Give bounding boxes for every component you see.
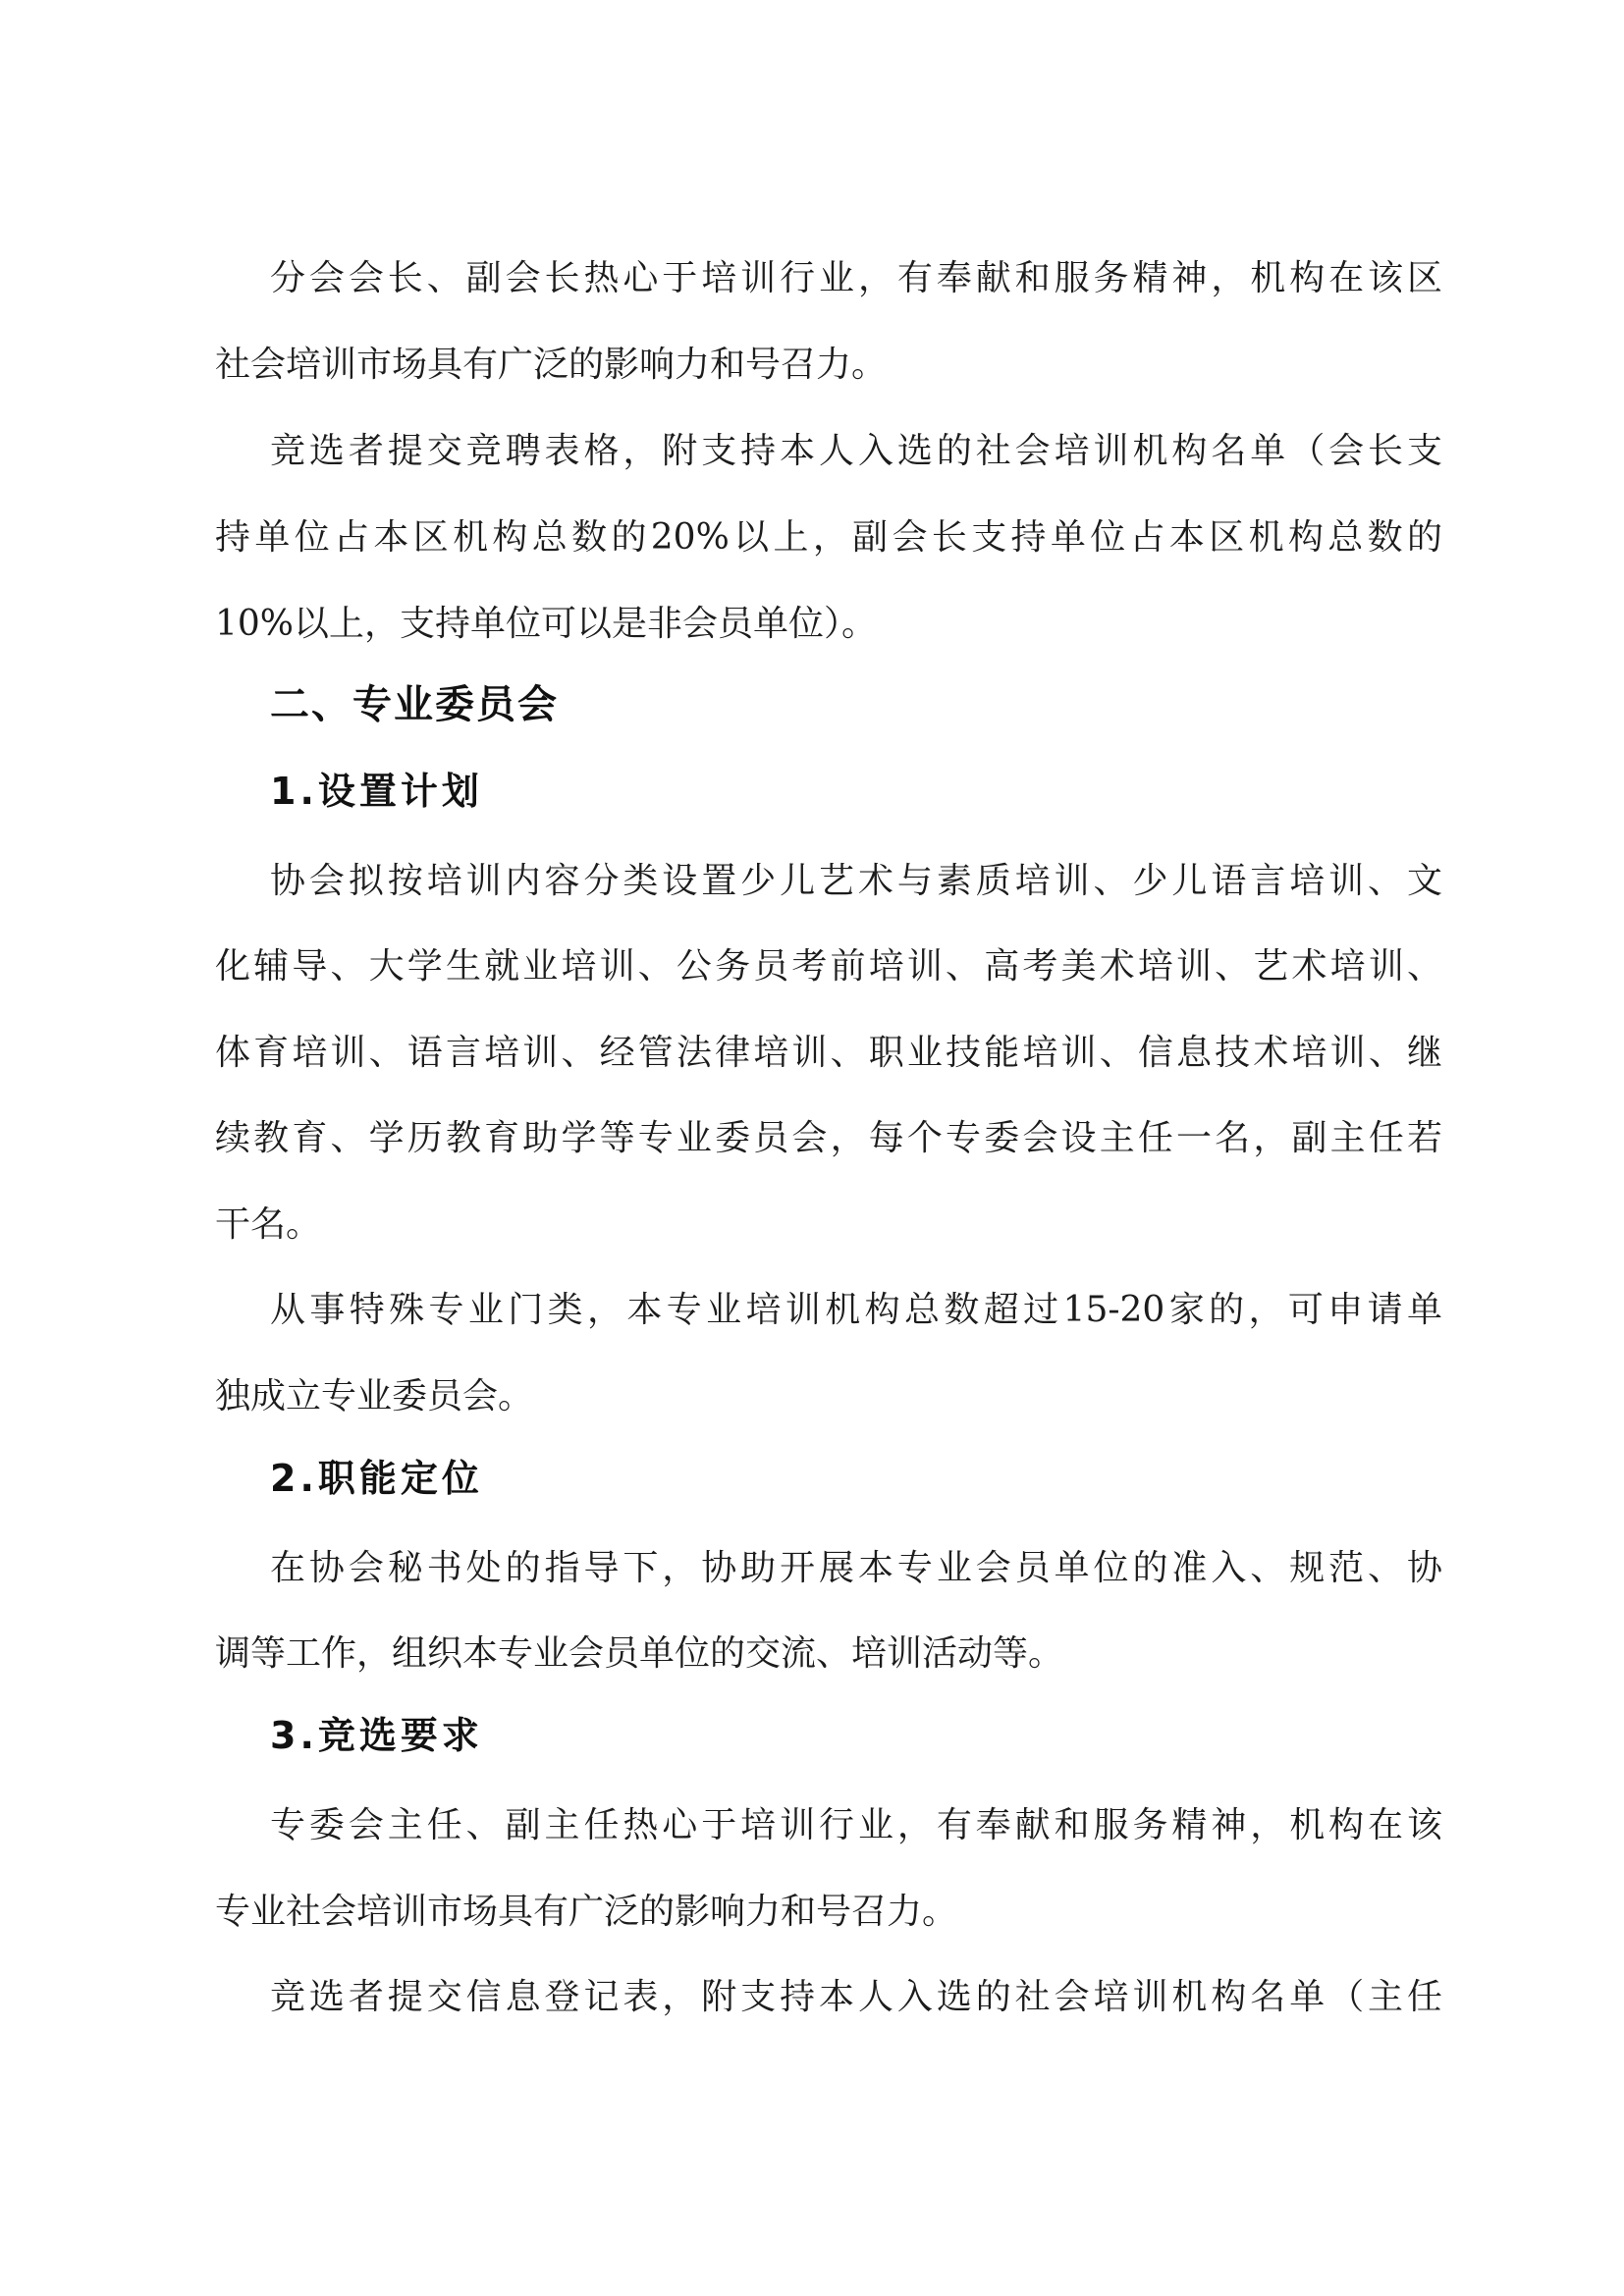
- paragraph-line: 专业社会培训市场具有广泛的影响力和号召力。: [215, 1892, 958, 1932]
- paragraph-line: 协会拟按培训内容分类设置少儿艺术与素质培训、少儿语言培训、文: [270, 861, 1442, 901]
- paragraph-line: 独成立专业委员会。: [215, 1376, 534, 1416]
- paragraph-line: 竞选者提交信息登记表，附支持本人入选的社会培训机构名单（主任: [270, 1977, 1442, 2017]
- paragraph-line: 体育培训、语言培训、经管法律培训、职业技能培训、信息技术培训、继: [215, 1033, 1442, 1073]
- paragraph-line: 调等工作，组织本专业会员单位的交流、培训活动等。: [215, 1633, 1064, 1674]
- paragraph-line: 续教育、学历教育助学等专业委员会，每个专委会设主任一名，副主任若: [215, 1118, 1442, 1158]
- paragraph-line: 化辅导、大学生就业培训、公务员考前培训、高考美术培训、艺术培训、: [215, 946, 1442, 987]
- subsection-heading: 1.设置计划: [270, 770, 483, 813]
- paragraph-line: 专委会主任、副主任热心于培训行业，有奉献和服务精神，机构在该: [270, 1805, 1442, 1845]
- paragraph-line: 干名。: [215, 1204, 322, 1245]
- subsection-heading: 2.职能定位: [270, 1457, 483, 1500]
- paragraph-line: 社会培训市场具有广泛的影响力和号召力。: [215, 345, 888, 385]
- section-heading: 二、专业委员会: [270, 682, 559, 727]
- subsection-heading: 3.竞选要求: [270, 1714, 483, 1757]
- paragraph-line: 10%以上，支持单位可以是非会员单位）。: [215, 604, 878, 644]
- paragraph-line: 分会会长、副会长热心于培训行业，有奉献和服务精神，机构在该区: [270, 258, 1442, 298]
- paragraph-line: 从事特殊专业门类，本专业培训机构总数超过15-20家的，可申请单: [270, 1290, 1442, 1330]
- paragraph-line: 在协会秘书处的指导下，协助开展本专业会员单位的准入、规范、协: [270, 1548, 1442, 1588]
- paragraph-line: 竞选者提交竞聘表格，附支持本人入选的社会培训机构名单（会长支: [270, 431, 1442, 471]
- paragraph-line: 持单位占本区机构总数的20%以上，副会长支持单位占本区机构总数的: [215, 517, 1442, 558]
